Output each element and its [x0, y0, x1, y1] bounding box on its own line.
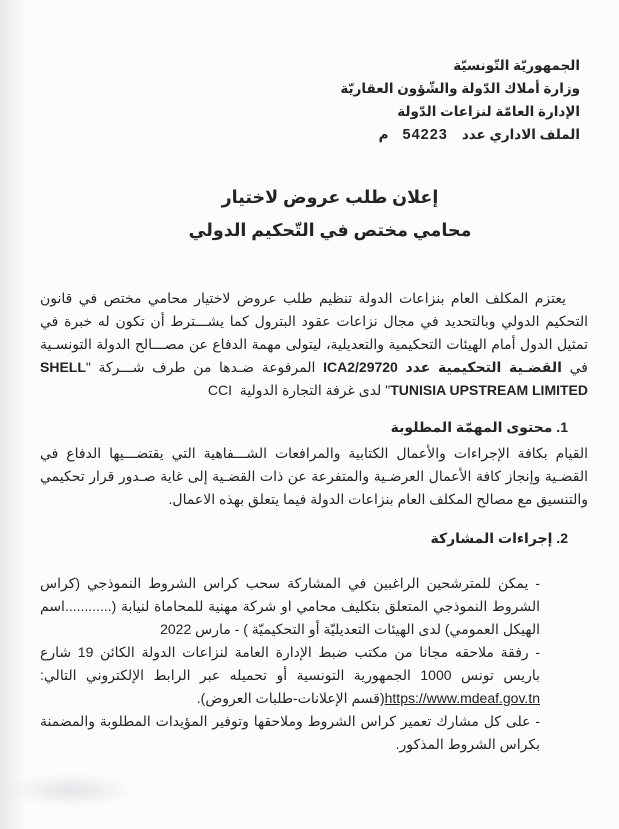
intro-text-1: يعتزم المكلف العام بنزاعات الدولة تنظيم طلب عروض لاختيار محامي مختص في قانون التحكيم الدولي وبالتحديد في مجال نزاعات عقود البترول كما يشـــترط أن تكون له خبرة في تمثيل الدول أمام الهيئات التحكيمية والتعديلية، ليتولى مهمة الدفاع عن مصـــالح الدولة التونسـية في	[40, 290, 588, 375]
section-1-heading: 1. محتوى المهمّة المطلوبة	[390, 419, 568, 435]
scan-smudge	[6, 773, 136, 807]
letterhead-ministry: وزارة أملاك الدّولة والشّؤون العقاريّة	[340, 81, 580, 96]
bullet-annexes-text-1: - رفقة ملاحقه مجانا من مكتب ضبط الإدارة العامة لنزاعات الدولة الكائن 19 شارع باريس تونس 1000 الجمهورية التونسية أو تحميله عبر الرابط الإلكتروني التالي:	[40, 644, 540, 683]
announcement-title-line-2: محامي مختص في التّحكيم الدولي	[188, 220, 472, 240]
bullet-fill-terms: - على كل مشارك تعمير كراس الشروط وملاحقها وتوفير المؤيدات المطلوبة والمضمنة بكراس الشروط المذكور.	[40, 713, 540, 752]
letterhead	[40, 54, 580, 147]
bullet-annexes-text-2: (قسم الإعلانات-طلبات العروض).	[196, 690, 385, 706]
admin-file-label: الملف الاداري عدد	[461, 127, 580, 142]
letterhead-administration: الإدارة العامّة لنزاعات الدّولة	[397, 104, 580, 119]
letterhead-republic: الجمهوريّة التّونسيّة	[453, 58, 580, 73]
intro-text-3: " لدى غرفة التجارة الدولية CCI	[207, 382, 391, 398]
announcement-title-line-1: إعلان طلب عروض لاختيار	[221, 187, 439, 207]
bullet-withdraw-terms: - يمكن للمترشحين الراغبين في المشاركة سحب كراس الشروط النموذجي (كراس الشروط النموذجي المتعلق بتكليف محامي او شركة مهنية للمحاماة لنيابة (............اسم الهيكل العمومي) لدى الهيئات التعديليّة أو التحكيميّة ) - مارس 2022	[40, 575, 540, 637]
bullet-annexes	[40, 641, 540, 710]
intro-paragraph	[40, 287, 588, 402]
admin-file-line	[40, 123, 580, 147]
mdeaf-link[interactable]: https://www.mdeaf.gov.tn	[384, 690, 540, 706]
admin-file-suffix: م	[378, 127, 389, 142]
intro-text-2: المرفوعة ضـدها من طرف شـــركة "	[85, 359, 324, 375]
participation-bullets	[40, 572, 540, 756]
case-number-bold: القضـية التحكيمية عدد ICA2/29720	[323, 359, 562, 375]
admin-file-number: 54223	[402, 127, 448, 143]
section-2-heading: 2. إجراءات المشاركة	[430, 530, 568, 546]
mission-paragraph: القيام بكافة الإجراءات والأعمال الكتابية والمرافعات الشـــفاهية التي يقتضـــيها الدفاع في القضـية وإنجاز كافة الأعمال العرضـية والمتفرعة عن ذات القضـية إلى غاية صـدور قرار تحكيمي والتنسيق مع مصالح المكلف العام بنزاعات الدولة فيما يتعلق بهذه الاعمال.	[40, 445, 588, 507]
announcement-title	[56, 181, 604, 247]
company-name-bold: SHELL TUNISIA UPSTREAM LIMITED	[40, 359, 588, 398]
